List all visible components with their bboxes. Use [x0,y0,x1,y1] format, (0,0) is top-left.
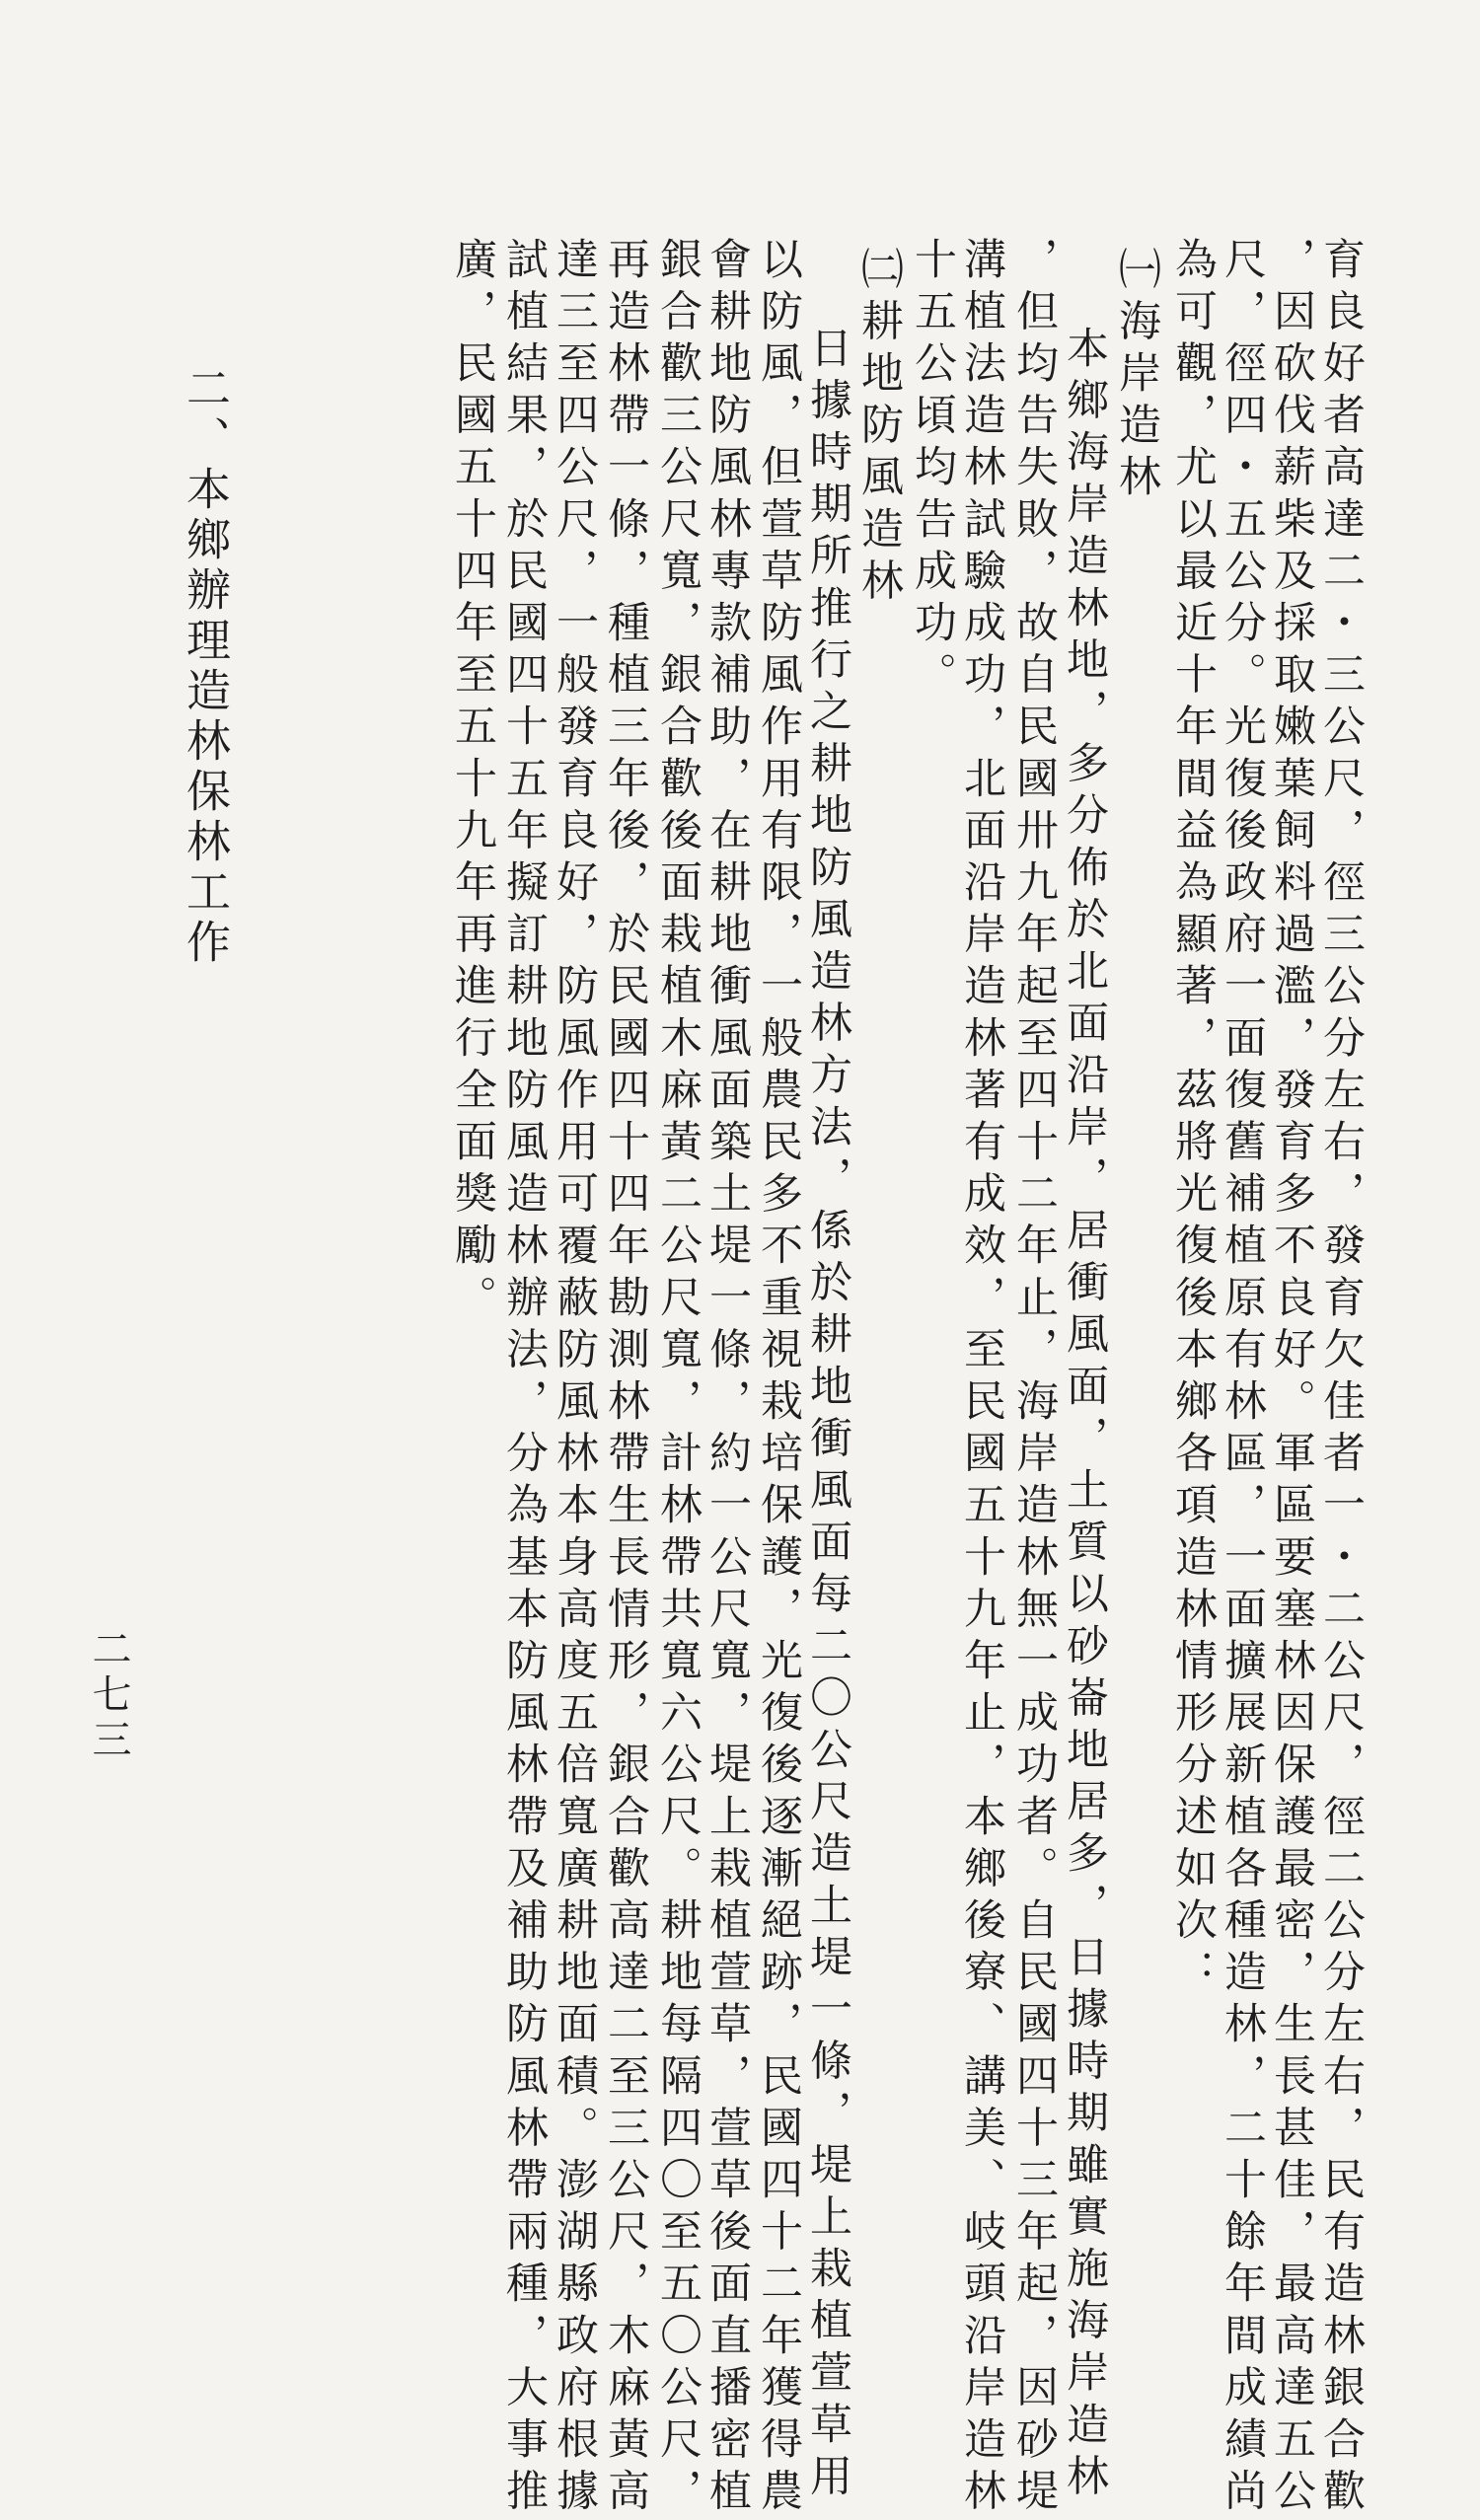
text-column: 溝植法造林試驗成功，北面沿岸造林著有成效，至民國五十九年止，本鄉後寮、講美、岐頭沿岸造林 [957,237,1006,2520]
text-column: 廣，民國五十四年至五十九年再進行全面獎勵。 [448,237,497,1327]
page-number: 二七三 [86,1628,131,1764]
text-column: 日據時期所推行之耕地防風造林方法，係於耕地衝風面每二〇公尺造土堤一條，堤上栽植萱草用 [803,326,852,2506]
text-column: 試植結果，於民國四十五年擬訂耕地防風造林辦法，分為基本防風林帶及補助防風林帶兩種，大事推 [499,237,549,2520]
text-column: 以防風，但萱草防風作用有限，一般農民多不重視栽培保護，光復後逐漸絕跡，民國四十二年獲得農 [754,237,803,2520]
text-column: 銀合歡三公尺寬，銀合歡後面栽植木麻黃二公尺寬，計林帶共寬六公尺。耕地每隔四〇至五〇公尺， [653,237,703,2520]
text-column: 育良好者高達二・三公尺，徑三公分左右，發育欠佳者一・二公尺，徑二公分左右，民有造林銀合歡 [1316,237,1366,2520]
text-column: 再造林帶一條，種植三年後，於民國四十四年勘測林帶生長情形，銀合歡高達二至三公尺，木麻黃高 [601,237,650,2520]
text-column: 十五公頃均告成功。 [908,237,957,704]
text-column: ，因砍伐薪柴及採取嫩葉飼料過濫，發育多不良好。軍區要塞林因保護最密，生長甚佳，最高達五公 [1267,237,1316,2520]
text-column: 為可觀，尤以最近十年間益為顯著，茲將光復後本鄉各項造林情形分述如次： [1168,237,1218,2002]
text-column: 尺，徑四・五公分。光復後政府一面復舊補植原有林區，一面擴展新植各種造林，二十餘年間成績尚 [1218,237,1267,2520]
text-column: 本鄉海岸造林地，多分佈於北面沿岸，居衝風面，土質以砂崙地居多，日據時期雖實施海岸造林 [1060,326,1109,2506]
text-column: 達三至四公尺，一般發育良好，防風作用可覆蔽防風林本身高度五倍寬廣耕地面積。澎湖縣政府根據 [550,237,599,2520]
subsection-heading: ㈠海岸造林 [1112,247,1161,506]
section-heading: 二、本鄉辦理造林保林工作 [179,365,231,969]
text-column: 會耕地防風林專款補助，在耕地衝風面築土堤一條，約一公尺寬，堤上栽植萱草，萱草後面直播密植 [703,237,752,2520]
subsection-heading: ㈡耕地防風造林 [854,247,904,611]
text-column: ，但均告失敗，故自民國卅九年起至四十二年止，海岸造林無一成功者。自民國四十三年起，因砂堤 [1009,237,1059,2520]
